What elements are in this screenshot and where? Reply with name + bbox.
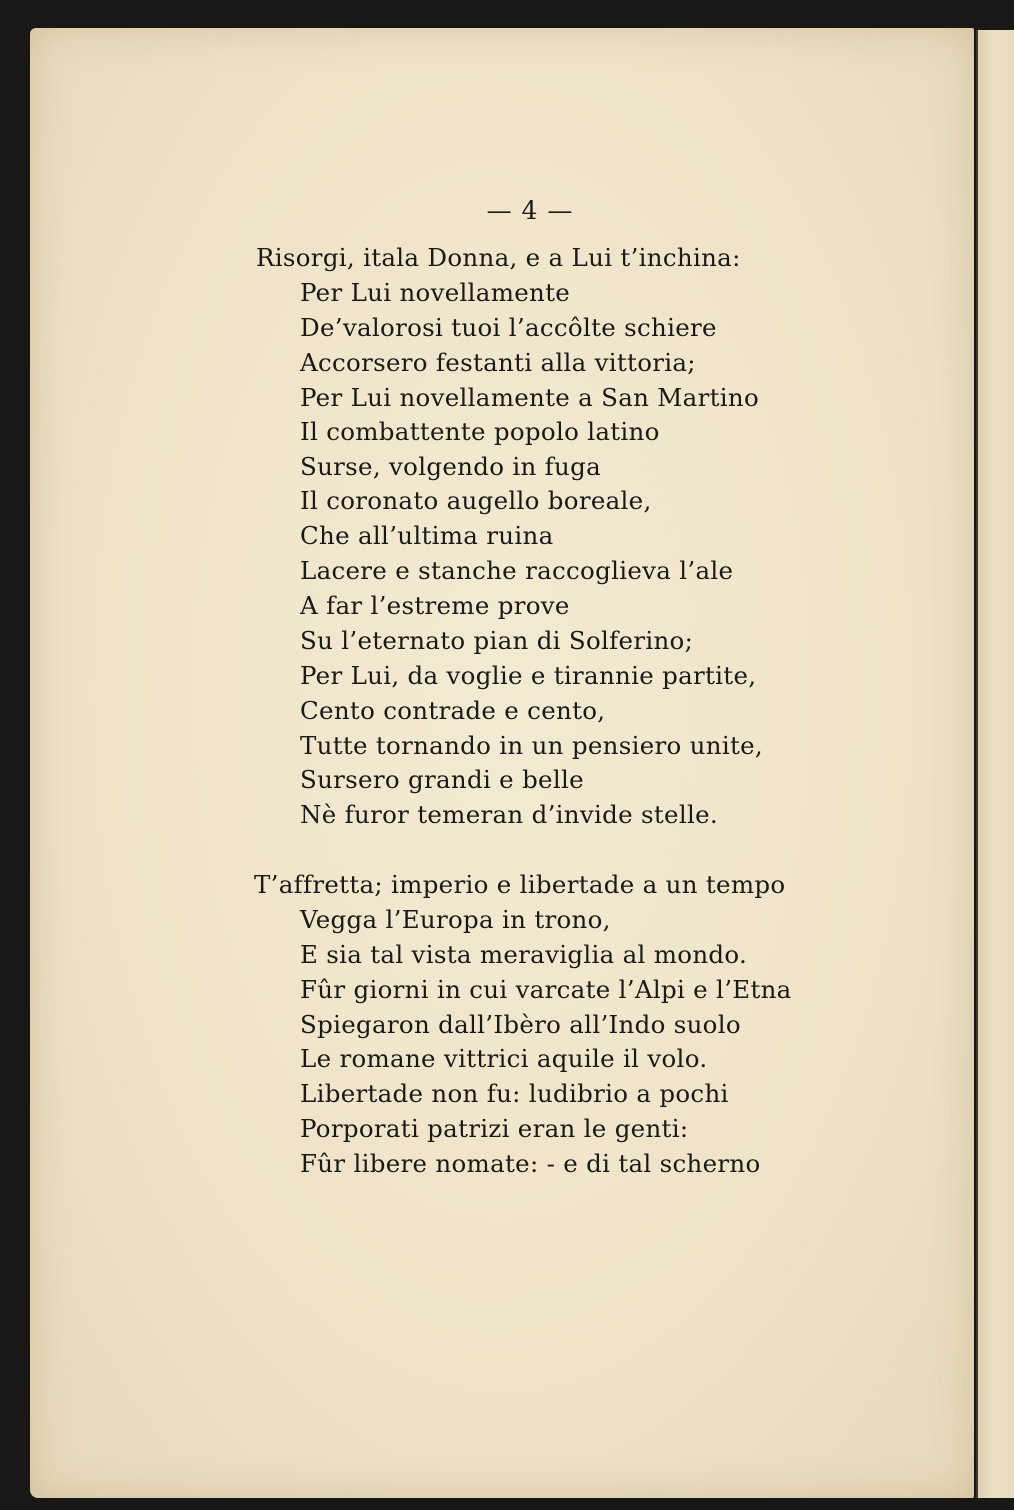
poem-line: Su l’eternato pian di Solferino; [300, 626, 694, 655]
poem-line: Per Lui novellamente [300, 278, 571, 307]
poem-line: Cento contrade e cento, [300, 696, 606, 725]
poem-line: De’valorosi tuoi l’accôlte schiere [300, 313, 717, 342]
poem-line: Libertade non fu: ludibrio a pochi [300, 1079, 729, 1108]
poem-line: Le romane vittrici aquile il volo. [300, 1044, 708, 1073]
poem-line: Surse, volgendo in fuga [300, 452, 601, 481]
poem-line: E sia tal vista meraviglia al mondo. [300, 940, 748, 969]
poem-line: Nè furor temeran d’invide stelle. [300, 800, 719, 829]
poem-line: T’affretta; imperio e libertade a un tempo [254, 870, 786, 899]
poem-line: Porporati patrizi eran le genti: [300, 1114, 689, 1143]
adjacent-page-edge [976, 30, 1014, 1498]
poem-line: Vegga l’Europa in trono, [300, 905, 611, 934]
page-number: — 4 — [486, 196, 574, 225]
poem-line: Fûr libere nomate: - e di tal scherno [300, 1149, 761, 1178]
poem-line: Per Lui novellamente a San Martino [300, 383, 760, 412]
poem-line: Fûr giorni in cui varcate l’Alpi e l’Etna [300, 975, 792, 1004]
poem-line: A far l’estreme prove [300, 591, 570, 620]
poem-line: Per Lui, da voglie e tirannie partite, [300, 661, 757, 690]
poem-line: Accorsero festanti alla vittoria; [300, 348, 696, 377]
poem-line: Tutte tornando in un pensiero unite, [300, 731, 763, 760]
poem-line: Sursero grandi e belle [300, 765, 584, 794]
poem-line: Spiegaron dall’Ibèro all’Indo suolo [300, 1010, 741, 1039]
poem-line: Risorgi, itala Donna, e a Lui t’inchina: [256, 243, 741, 272]
poem-line: Il combattente popolo latino [300, 417, 660, 446]
poem-line: Che all’ultima ruina [300, 521, 554, 550]
poem-line: Il coronato augello boreale, [300, 486, 652, 515]
poem-line: Lacere e stanche raccoglieva l’ale [300, 556, 734, 585]
